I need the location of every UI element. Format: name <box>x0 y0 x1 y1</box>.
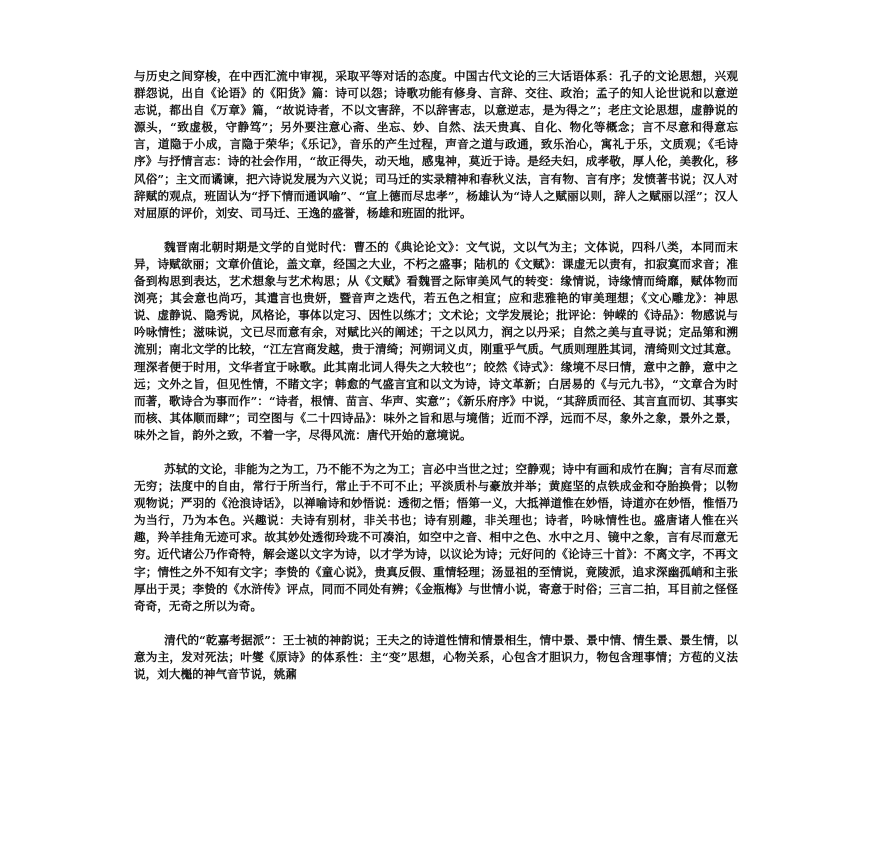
paragraph-2: 魏晋南北朝时期是文学的自觉时代：曹丕的《典论论文》：文气说，文以气为主；文体说，四科八类，本同而末异，诗赋欲丽；文章价值论，盖文章，经国之大业，不朽之盛事；陆机的《文赋》：课虚无以责有，扣寂寞而求音；准备到构思到表达，艺术想象与艺术构思；从《文赋》看魏晋之际审美风气的转变：缘情说，诗缘情而绮靡，赋体物而浏亮；其会意也尚巧，其遣言也贵妍，暨音声之迭代，若五色之相宣；应和悲雅艳的审美理想；《文心雕龙》：神思说、虚静说、隐秀说，风格论，事体以定习、因性以练才；文术论；文学发展论；批评论：钟嵘的《诗品》：物感说与吟咏情性；滋味说，文已尽而意有余，对赋比兴的阐述；干之以风力，润之以丹采；自然之美与直寻说；定品第和溯流别；南北文学的比较，“江左宫商发越，贵于清绮；河朔词义贞，刚重乎气质。气质则理胜其词，清绮则文过其意。理深者便于时用，文华者宜于咏歌。此其南北词人得失之大较也”；皎然《诗式》：缘境不尽曰情，意中之静，意中之远；文外之旨，但见性情，不睹文字；韩愈的气盛言宜和以文为诗，诗文革新；白居易的《与元九书》，“文章合为时而著，歌诗合为事而作”：“诗者，根情、苗言、华声、实意”；《新乐府序》中说，“其辞质而径、其言直而切、其事实而核、其体顺而肆”；司空图与《二十四诗品》：味外之旨和思与境偕；近而不浮，远而不尽，象外之象，景外之景，味外之旨，韵外之致，不着一字，尽得风流：唐代开始的意境说。 <box>134 239 738 442</box>
document-page <box>134 68 738 683</box>
paragraph-3: 苏轼的文论，非能为之为工，乃不能不为之为工；言必中当世之过；空静观；诗中有画和成竹在胸；言有尽而意无穷；法度中的自由，常行于所当行，常止于不可不止；平淡质朴与豪放并举；黄庭坚的点铁成金和夺胎换骨；以物观物说；严羽的《沧浪诗话》，以禅喻诗和妙悟说：透彻之悟；悟第一义，大抵禅道惟在妙悟，诗道亦在妙悟，惟悟乃为当行，乃为本色。兴趣说：夫诗有别材，非关书也；诗有别趣，非关理也；诗者，吟咏情性也。盛唐诸人惟在兴趣，羚羊挂角无迹可求。故其妙处透彻玲珑不可凑泊，如空中之音、相中之色、水中之月、镜中之象，言有尽而意无穷。近代诸公乃作奇特，解会遂以文字为诗，以才学为诗，以议论为诗；元好问的《论诗三十首》：不离文字，不再文字；情性之外不知有文字；李贽的《童心说》，贵真反假、重情轻理；汤显祖的至情说，竟陵派，追求深幽孤峭和主张厚出于灵；李贽的《水浒传》评点，同而不同处有辨；《金瓶梅》与世情小说，寄意于时俗；三言二拍，耳目前之怪怪奇奇，无奇之所以为奇。 <box>134 461 738 613</box>
paragraph-1: 与历史之间穿梭，在中西汇流中审视，采取平等对话的态度。中国古代文论的三大话语体系：孔子的文论思想，兴观群怨说，出自《论语》的《阳货》篇：诗可以怨；诗歌功能有修身、言辞、交往、政治；孟子的知人论世说和以意逆志说，都出自《万章》篇，“故说诗者，不以文害辞，不以辞害志，以意逆志，是为得之”；老庄文论思想，虚静说的源头，“致虚极，守静笃”；另外要注意心斋、坐忘、妙、自然、法天贵真、自化、物化等概念；言不尽意和得意忘言，道隐于小成，言隐于荣华；《乐记》，音乐的产生过程，声音之道与政通，致乐治心，寓礼于乐，文质观；《毛诗序》与抒情言志：诗的社会作用，“故正得失，动天地，感鬼神，莫近于诗。是经夫妇，成孝敬，厚人伦，美教化，移风俗”；主文而谲谏，把六诗说发展为六义说；司马迁的实录精神和春秋义法，言有物、言有序；发愤著书说；汉人对辞赋的观点，班固认为“抒下情而通讽喻”、“宣上德而尽忠孝”，杨雄认为“诗人之赋丽以则，辞人之赋丽以淫”；汉人对屈原的评价，刘安、司马迁、王逸的盛誉，杨雄和班固的批评。 <box>134 69 738 220</box>
paragraph-4: 清代的“乾嘉考据派”：王士祯的神韵说；王夫之的诗道性情和情景相生，情中景、景中情、情生景、景生情，以意为主，发对死法；叶燮《原诗》的体系性：主“变”思想，心物关系，心包含才胆识力，物包含理事情；方苞的义法说，刘大櫆的神气音节说，姚鼐 <box>134 632 738 681</box>
